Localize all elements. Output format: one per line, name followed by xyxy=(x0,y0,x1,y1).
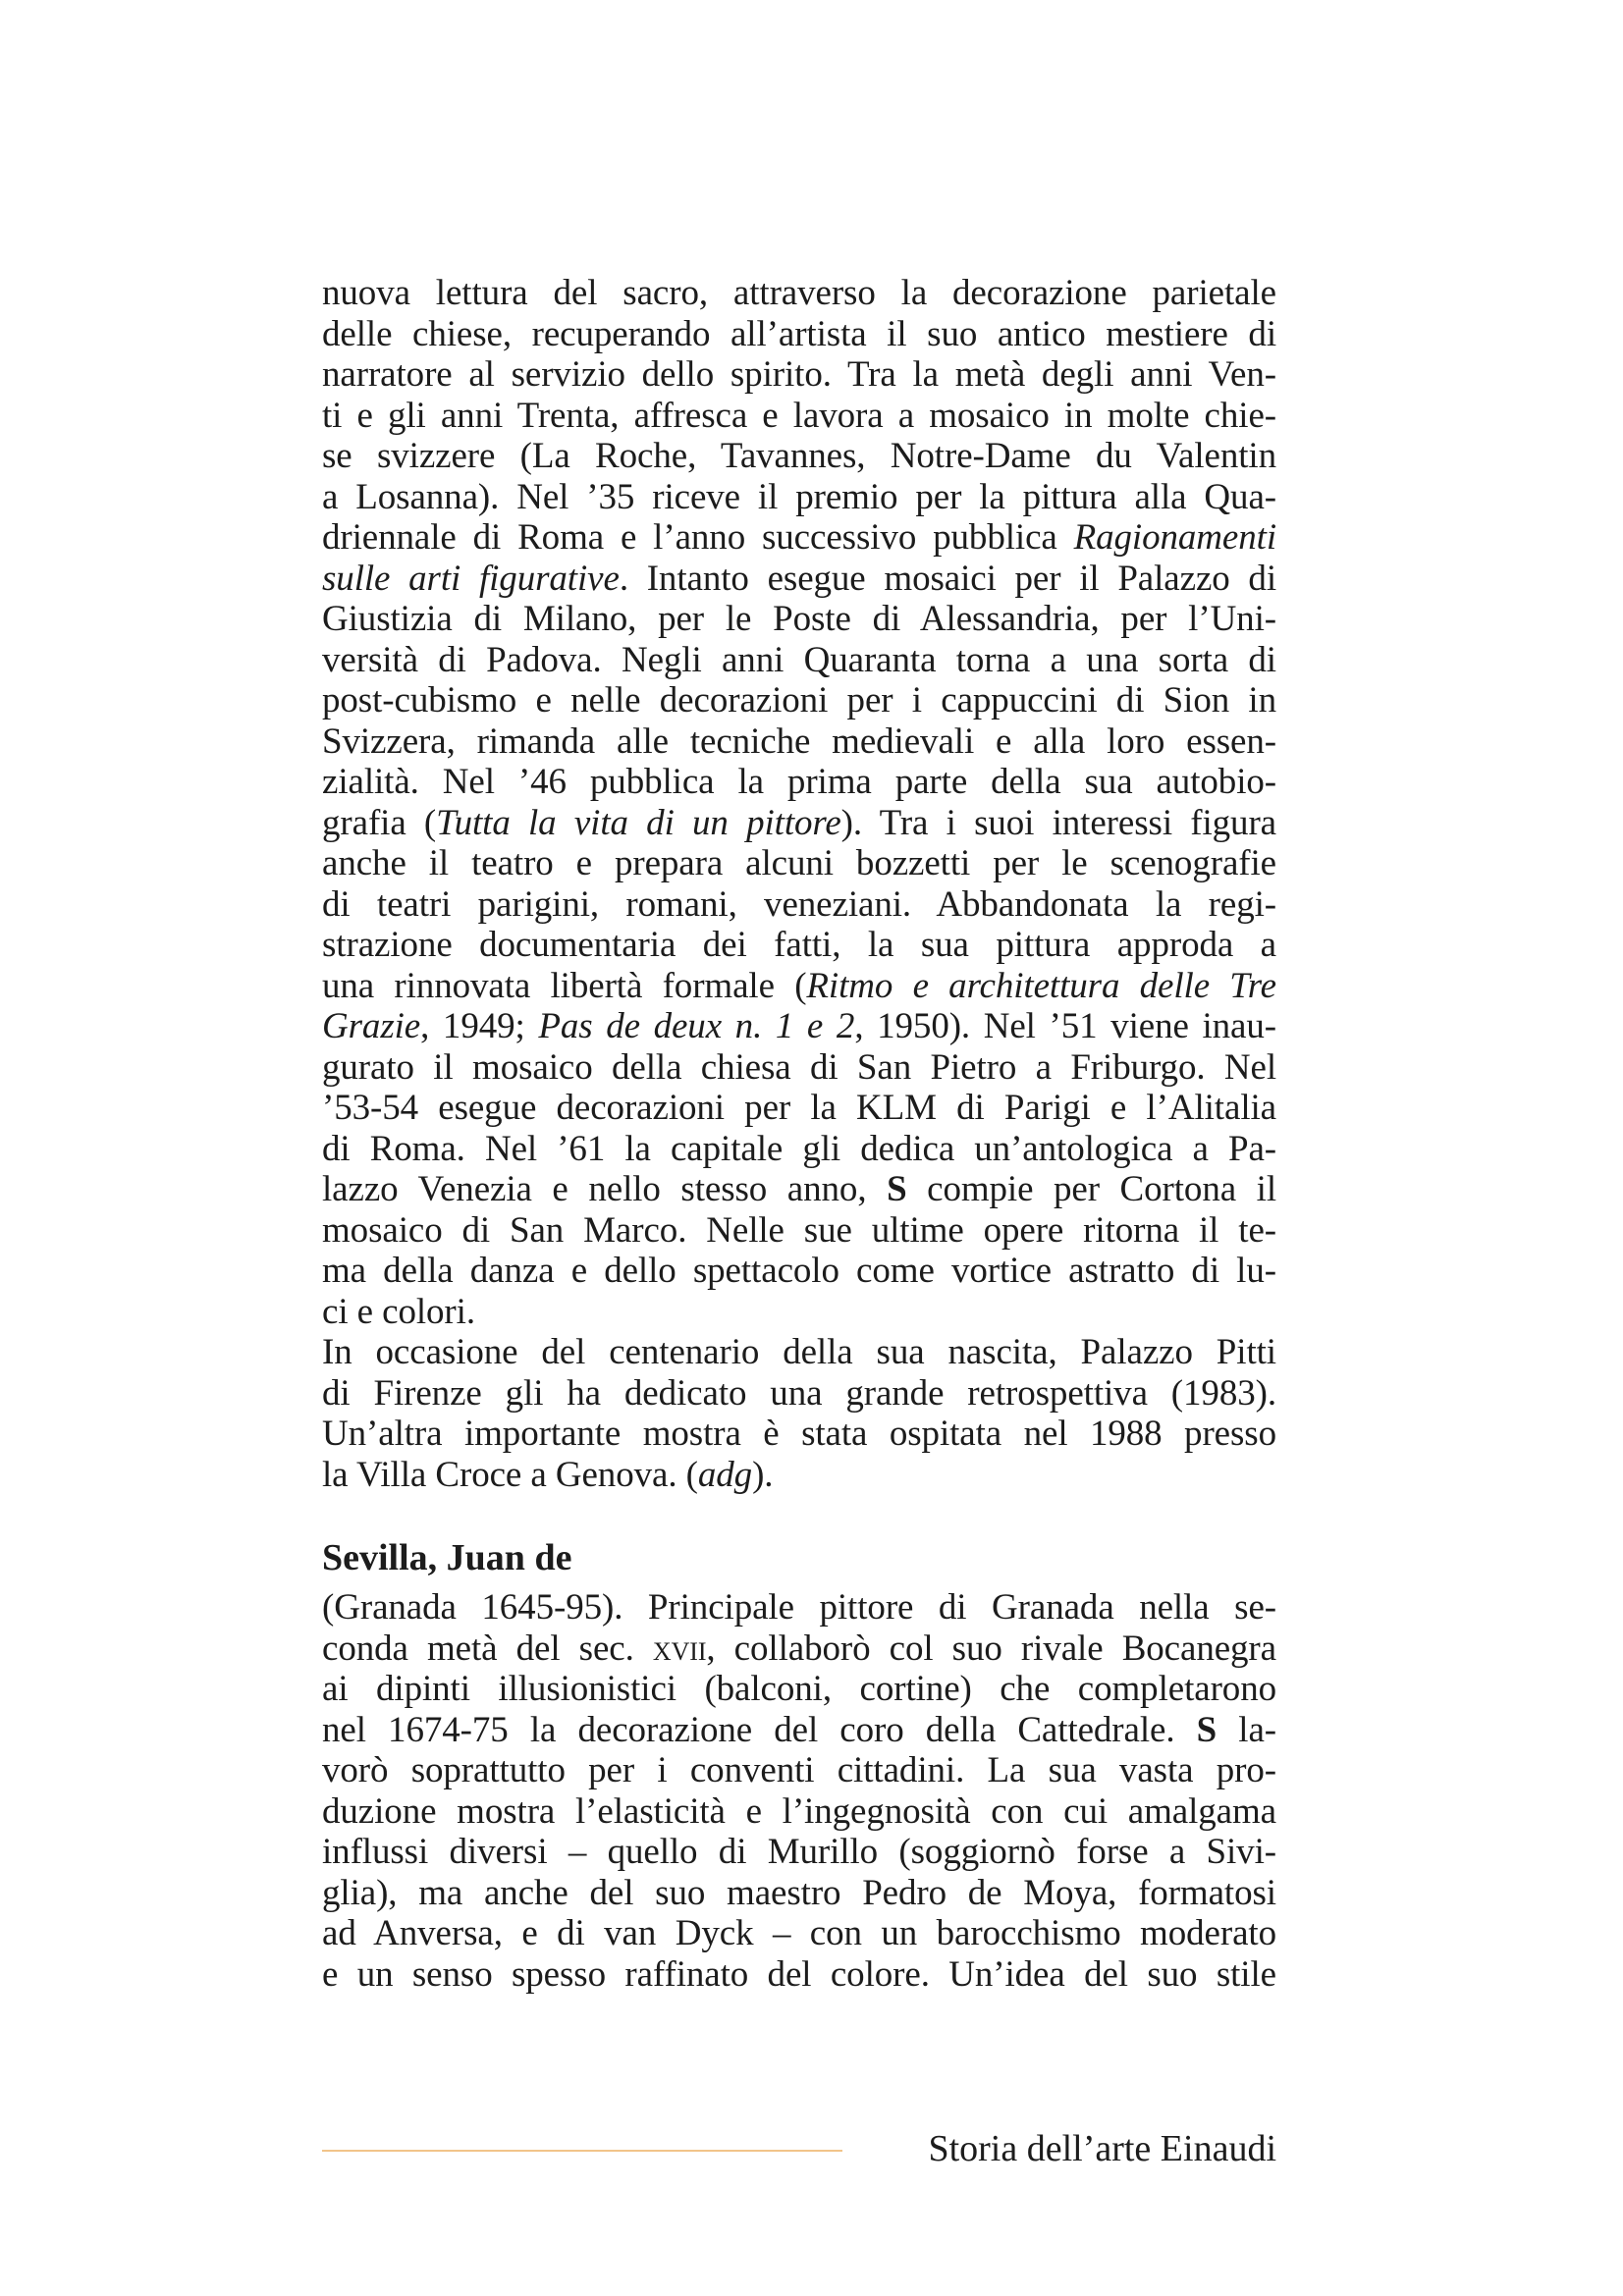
text-line: Svizzera, rimanda alle tecniche medievali e alla loro essen- xyxy=(322,721,1276,762)
biography-section-continued xyxy=(322,273,1276,1495)
text-line: vorò soprattutto per i conventi cittadini. La sua vasta pro- xyxy=(322,1750,1276,1790)
artist-initial-bold: S xyxy=(1196,1709,1217,1750)
artwork-title-italic: Grazie xyxy=(322,1006,421,1046)
text-line: driennale di Roma e l’anno successivo pubblica Ragionamenti xyxy=(322,517,1276,558)
text-line: Un’altra importante mostra è stata ospitata nel 1988 presso xyxy=(322,1414,1276,1454)
text-line: di teatri parigini, romani, veneziani. Abbandonata la regi- xyxy=(322,883,1276,925)
text-column xyxy=(322,273,1276,1995)
text-line: grafia (Tutta la vita di un pittore). Tra i suoi interessi figura xyxy=(322,802,1277,843)
text-line: nel 1674-75 la decorazione del coro della Cattedrale. S la- xyxy=(322,1709,1276,1750)
text-line: ci e colori. xyxy=(322,1291,475,1332)
text-line: ad Anversa, e di van Dyck – con un barocchismo moderato xyxy=(322,1913,1276,1953)
text-line: versità di Padova. Negli anni Quaranta torna a una sorta di xyxy=(322,639,1276,680)
text-line: di Roma. Nel ’61 la capitale gli dedica un’antologica a Pa- xyxy=(322,1128,1276,1169)
text-line: Grazie, 1949; Pas de deux n. 1 e 2, 1950). Nel ’51 viene inau- xyxy=(322,1006,1276,1046)
text-line: zialità. Nel ’46 pubblica la prima parte della sua autobio- xyxy=(322,762,1276,802)
page-footer xyxy=(322,2124,1276,2173)
text-line: la Villa Croce a Genova. (adg). xyxy=(322,1454,774,1495)
text-line: ti e gli anni Trenta, affresca e lavora a mosaico in molte chie- xyxy=(322,395,1276,436)
text-line: gurato il mosaico della chiesa di San Pietro a Friburgo. Nel xyxy=(322,1046,1276,1088)
author-initials-italic: adg xyxy=(697,1454,753,1495)
text-line: lazzo Venezia e nello stesso anno, S compie per Cortona il xyxy=(322,1169,1276,1209)
artwork-title-italic: Ritmo e architettura delle Tre xyxy=(806,965,1276,1006)
text-line: post-cubismo e nelle decorazioni per i cappuccini di Sion in xyxy=(322,680,1276,721)
text-line: delle chiese, recuperando all’artista il suo antico mestiere di xyxy=(322,313,1276,354)
text-line: glia), ma anche del suo maestro Pedro de Moya, formatosi xyxy=(322,1872,1276,1913)
book-title-italic: Tutta la vita di un pittore xyxy=(436,802,841,843)
text-line: strazione documentaria dei fatti, la sua pittura approda a xyxy=(322,925,1276,965)
entry-heading: Sevilla, Juan de xyxy=(322,1537,572,1578)
text-line: e un senso spesso raffinato del colore. Un’idea del suo stile xyxy=(322,1953,1276,1995)
text-line: di Firenze gli ha dedicato una grande retrospettiva (1983). xyxy=(322,1372,1276,1414)
text-line: ai dipinti illusionistici (balconi, cortine) che completarono xyxy=(322,1669,1276,1709)
text-line: una rinnovata libertà formale (Ritmo e architettura delle Tre xyxy=(322,965,1276,1006)
book-title-italic: sulle arti figurative xyxy=(322,558,620,599)
footer-publication-title: Storia dell’arte Einaudi xyxy=(928,2128,1276,2169)
footer-rule xyxy=(322,2150,842,2152)
text-line: se svizzere (La Roche, Tavannes, Notre-Dame du Valentin xyxy=(322,436,1276,476)
text-line: influssi diversi – quello di Murillo (soggiornò forse a Sivi- xyxy=(322,1832,1276,1872)
text-line: (Granada 1645-95). Principale pittore di Granada nella se- xyxy=(322,1587,1276,1628)
artwork-title-italic: Pas de deux n. 1 e 2 xyxy=(538,1006,855,1046)
text-line: nuova lettura del sacro, attraverso la decorazione parietale xyxy=(322,273,1276,313)
text-line: anche il teatro e prepara alcuni bozzetti per le scenografie xyxy=(322,843,1276,883)
text-line: ma della danza e dello spettacolo come vortice astratto di lu- xyxy=(322,1251,1276,1291)
text-line: a Losanna). Nel ’35 riceve il premio per la pittura alla Qua- xyxy=(322,476,1276,517)
text-line: duzione mostra l’elasticità e l’ingegnosità con cui amalgama xyxy=(322,1790,1276,1832)
entry-body xyxy=(322,1587,1276,1995)
book-title-italic: Ragionamenti xyxy=(1073,517,1276,558)
text-line: ’53-54 esegue decorazioni per la KLM di Parigi e l’Alitalia xyxy=(322,1088,1276,1128)
text-line: In occasione del centenario della sua nascita, Palazzo Pitti xyxy=(322,1332,1276,1372)
artist-initial-bold: S xyxy=(887,1169,907,1209)
text-line: narratore al servizio dello spirito. Tra la metà degli anni Ven- xyxy=(322,354,1276,395)
century-small-caps: xvii xyxy=(652,1628,707,1669)
text-line: mosaico di San Marco. Nelle sue ultime opere ritorna il te- xyxy=(322,1209,1276,1251)
text-line: Giustizia di Milano, per le Poste di Alessandria, per l’Uni- xyxy=(322,599,1276,639)
text-line: conda metà del sec. xvii, collaborò col suo rivale Bocanegra xyxy=(322,1628,1276,1669)
text-line: sulle arti figurative. Intanto esegue mosaici per il Palazzo di xyxy=(322,558,1276,599)
